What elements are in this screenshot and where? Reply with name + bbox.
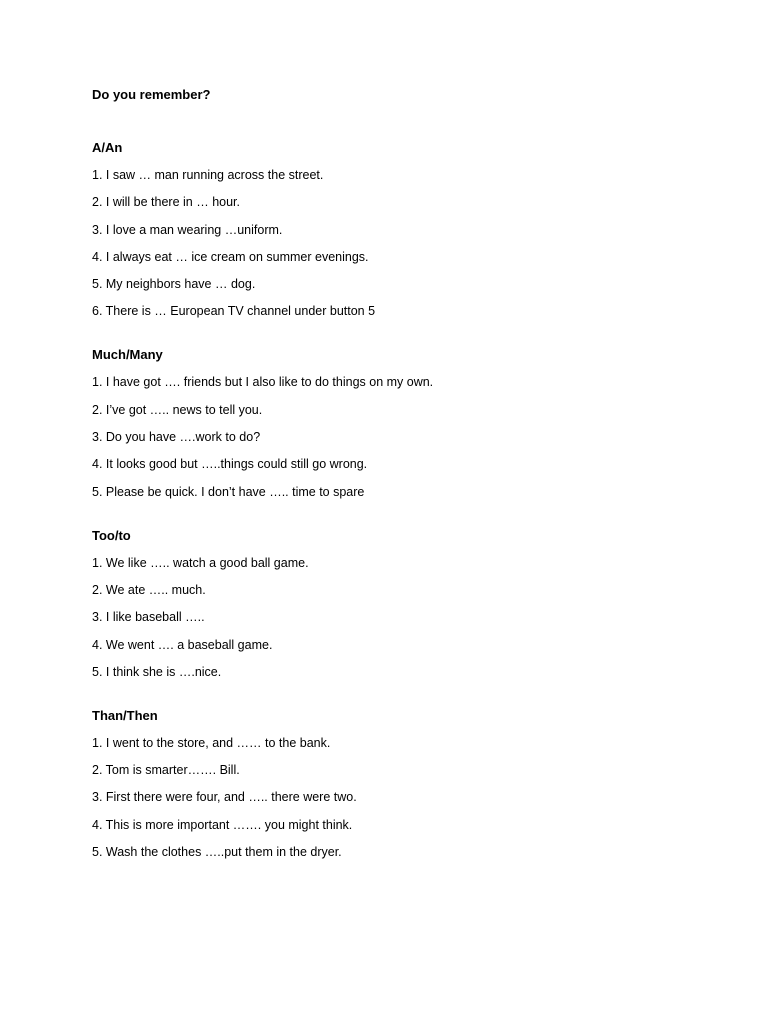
exercise-item: 1. I saw … man running across the street. [92,168,324,182]
section-heading: Than/Then [92,707,158,723]
section-heading: A/An [92,140,123,155]
exercise-item: 5. I think she is ….nice. [92,664,222,679]
exercise-item: 3. First there were four, and ….. there were two. [92,790,357,805]
exercise-item: 1. I have got …. friends but I also like to do things on my own. [92,375,434,390]
section-a-an [92,139,712,320]
exercise-item: 4. I always eat … ice cream on summer evenings. [92,249,369,264]
exercise-item: 3. I like baseball ….. [92,610,205,625]
exercise-item: 5. Please be quick. I don’t have ….. time to spare [92,484,365,499]
document-title: Do you remember? [92,87,211,102]
exercise-item: 1. I went to the store, and …… to the bank. [92,735,331,750]
exercise-item: 5. Wash the clothes …..put them in the dryer. [92,845,342,860]
section-than-then [92,707,712,861]
section-heading: Too/to [92,527,131,543]
section-heading: Much/Many [92,347,163,363]
exercise-item: 2. Tom is smarter……. Bill. [92,763,240,778]
exercise-item: 3. Do you have ….work to do? [92,430,261,445]
section-much-many [92,346,712,500]
section-too-to [92,527,712,681]
exercise-item: 4. This is more important ……. you might think. [92,817,353,832]
exercise-item: 5. My neighbors have … dog. [92,277,256,292]
exercise-item: 2. I’ve got ….. news to tell you. [92,402,263,417]
exercise-item: 4. We went …. a baseball game. [92,637,273,652]
exercise-item: 3. I love a man wearing …uniform. [92,222,283,237]
exercise-item: 1. We like ….. watch a good ball game. [92,555,309,570]
document-page [92,86,712,870]
exercise-item: 4. It looks good but …..things could still go wrong. [92,457,368,472]
exercise-item: 2. We ate ….. much. [92,582,206,597]
exercise-item: 2. I will be there in … hour. [92,195,240,210]
exercise-item: 6. There is … European TV channel under button 5 [92,304,376,319]
